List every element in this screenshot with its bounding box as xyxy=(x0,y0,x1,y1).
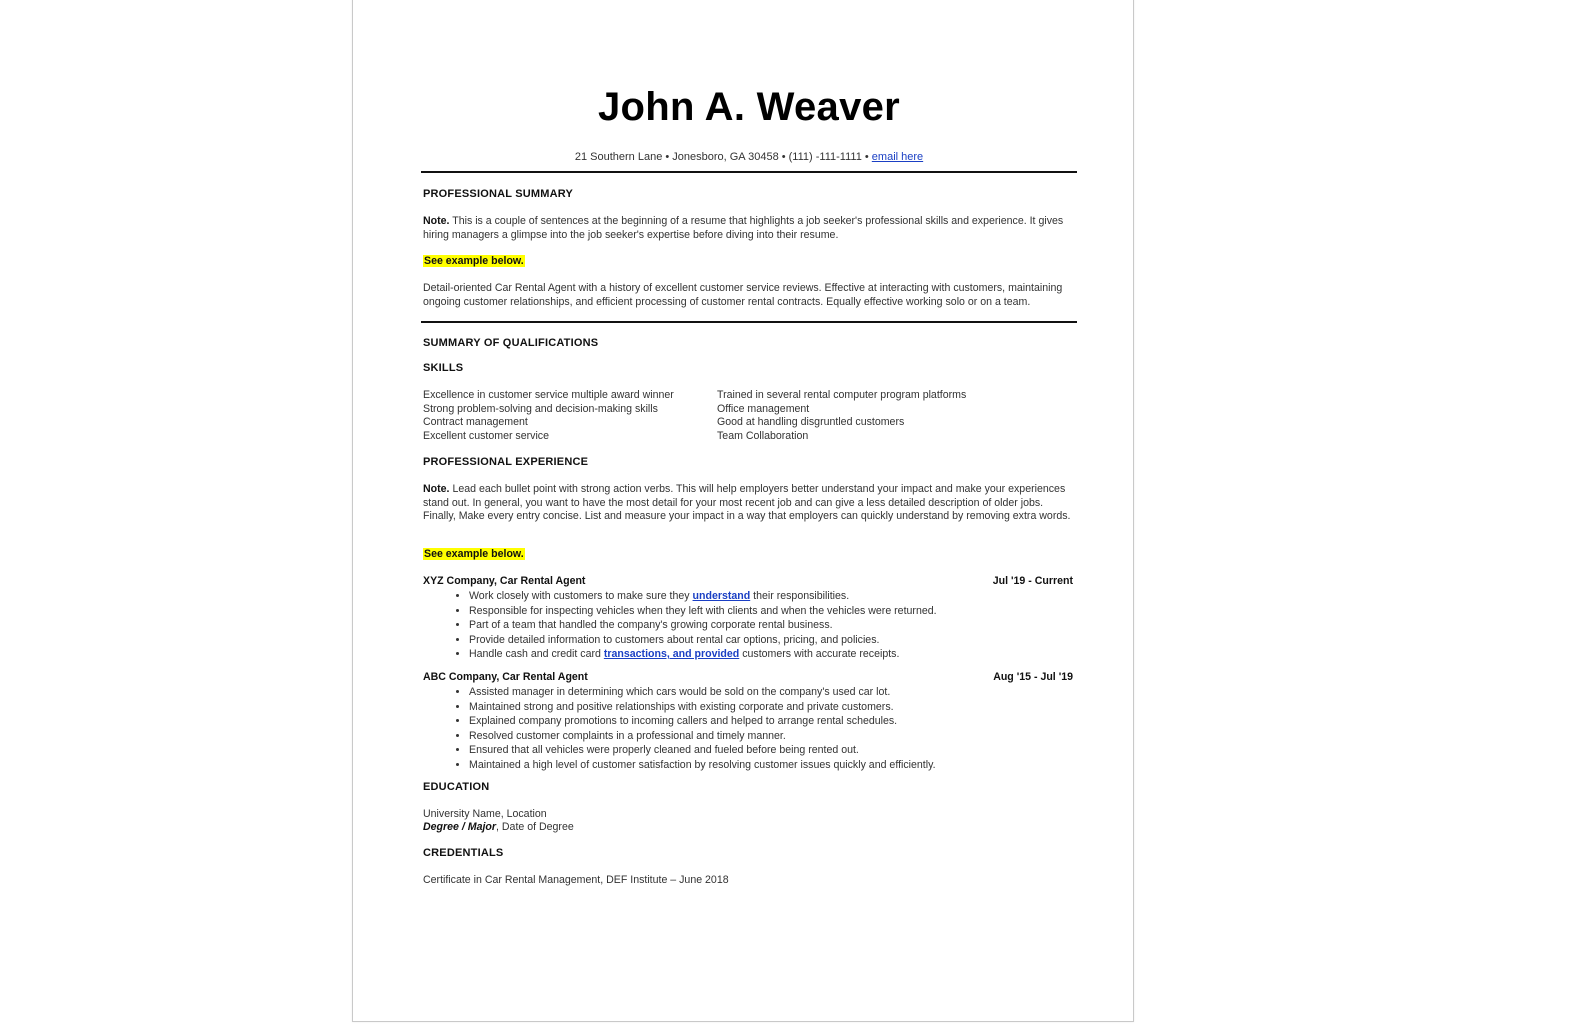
job-title: ABC Company, Car Rental Agent xyxy=(423,671,588,683)
bullet-text: Work closely with customers to make sure they xyxy=(469,590,693,602)
bullet-link[interactable]: transactions, and provided xyxy=(603,648,740,660)
experience-note-text: Lead each bullet point with strong action verbs. This will help employers better understand your impact and make your experiences stand out. In general, you want to have the most detail for your most recent job and can give a less detailed description of older jobs. Finally, Make every entry concise. List and measure your impact in a way that employers can quickly understand by removing extra words. xyxy=(423,483,1071,522)
summary-note-text: This is a couple of sentences at the beginning of a resume that highlights a job seeker's professional skills and experience. It gives hiring managers a glimpse into the job seeker's expertise before diving into their resume. xyxy=(423,215,1064,241)
job-bullet: • Assisted manager in determining which cars would be sold on the company's used car lot. xyxy=(469,685,1073,700)
job-bullets xyxy=(423,685,1073,772)
email-link[interactable]: email here xyxy=(871,151,924,163)
section-heading-education: EDUCATION xyxy=(423,781,490,793)
job-header xyxy=(423,575,1073,589)
resume-page xyxy=(352,0,1134,1022)
contact-address: 21 Southern Lane • Jonesboro, GA 30458 • (111) -111-1111 • xyxy=(574,151,869,163)
job-bullet: • Explained company promotions to incoming callers and helped to arrange rental schedules. xyxy=(469,714,1073,729)
job-bullet xyxy=(469,633,1073,648)
bullet-text: Provide detailed information to customers about rental car options, pricing, and policies. xyxy=(469,633,880,646)
summary-text: Detail-oriented Car Rental Agent with a history of excellent customer service reviews. Effective at interacting with customers, maintaining ongoing customer relationships, and efficient processing of customer rental contracts. Equally effective working solo or on a team. xyxy=(423,282,1063,308)
summary-note xyxy=(423,215,1073,242)
job-bullet: • Resolved customer complaints in a professional and timely manner. xyxy=(469,729,1073,744)
summary-note-label: Note. xyxy=(423,215,450,227)
job-dates: Aug '15 - Jul '19 xyxy=(993,671,1073,683)
skills-column-left xyxy=(423,389,674,443)
job-bullets xyxy=(423,589,1073,662)
section-heading-credentials: CREDENTIALS xyxy=(423,847,504,859)
job-entry xyxy=(423,671,1073,772)
bullet-text: Part of a team that handled the company's growing corporate rental business. xyxy=(469,619,833,631)
bullet-text: customers with accurate receipts. xyxy=(739,648,900,660)
skill-item: Good at handling disgruntled customers xyxy=(717,416,905,428)
job-bullet: • Maintained strong and positive relationships with existing corporate and private customers. xyxy=(469,700,1073,715)
skill-item: Contract management xyxy=(423,416,528,428)
experience-note xyxy=(423,483,1073,524)
skill-item: Excellence in customer service multiple award winner xyxy=(423,389,674,401)
skill-item: Trained in several rental computer program platforms xyxy=(717,389,967,401)
education-school: University Name, Location xyxy=(423,808,547,820)
skills-column-right xyxy=(717,389,966,443)
resume-name: John A. Weaver xyxy=(597,85,901,129)
education-entry xyxy=(423,808,574,833)
degree-date: , Date of Degree xyxy=(496,820,574,833)
section-heading-experience: PROFESSIONAL EXPERIENCE xyxy=(423,456,589,468)
skill-item: Office management xyxy=(717,402,810,415)
job-bullet xyxy=(469,589,1073,604)
job-bullet: • Ensured that all vehicles were properly cleaned and fueled before being rented out. xyxy=(469,743,1073,758)
skill-item: Excellent customer service xyxy=(423,429,549,442)
section-heading-summary: PROFESSIONAL SUMMARY xyxy=(423,188,574,200)
job-bullet xyxy=(469,618,1073,633)
job-bullet xyxy=(469,604,1073,619)
skills-heading: SKILLS xyxy=(423,362,464,374)
header-divider xyxy=(421,171,1077,173)
bullet-text: their responsibilities. xyxy=(750,590,850,602)
section-heading-qualifications: SUMMARY OF QUALIFICATIONS xyxy=(423,337,599,349)
job-dates: Jul '19 - Current xyxy=(992,575,1073,587)
job-bullet: • Maintained a high level of customer satisfaction by resolving customer issues quickly and efficiently. xyxy=(469,758,1073,773)
experience-example-label: See example below. xyxy=(424,548,524,560)
skill-item: Team Collaboration xyxy=(717,429,809,442)
bullet-link[interactable]: understand xyxy=(692,590,751,602)
job-entry xyxy=(423,575,1073,662)
credential-item: Certificate in Car Rental Management, DEF Institute – June 2018 xyxy=(423,874,729,886)
summary-example-label: See example below. xyxy=(424,255,524,267)
bullet-text: Responsible for inspecting vehicles when they left with clients and when the vehicles were returned. xyxy=(469,604,937,617)
bullet-text: Handle cash and credit card xyxy=(469,648,604,660)
job-title: XYZ Company, Car Rental Agent xyxy=(423,575,586,587)
education-degree xyxy=(423,821,574,834)
skill-item: Strong problem-solving and decision-making skills xyxy=(423,402,658,415)
contact-line xyxy=(421,151,1077,163)
summary-divider xyxy=(421,321,1077,323)
job-header xyxy=(423,671,1073,685)
job-bullet xyxy=(469,647,1073,662)
experience-note-label: Note. xyxy=(423,483,450,495)
degree-label: Degree / Major xyxy=(423,820,497,833)
